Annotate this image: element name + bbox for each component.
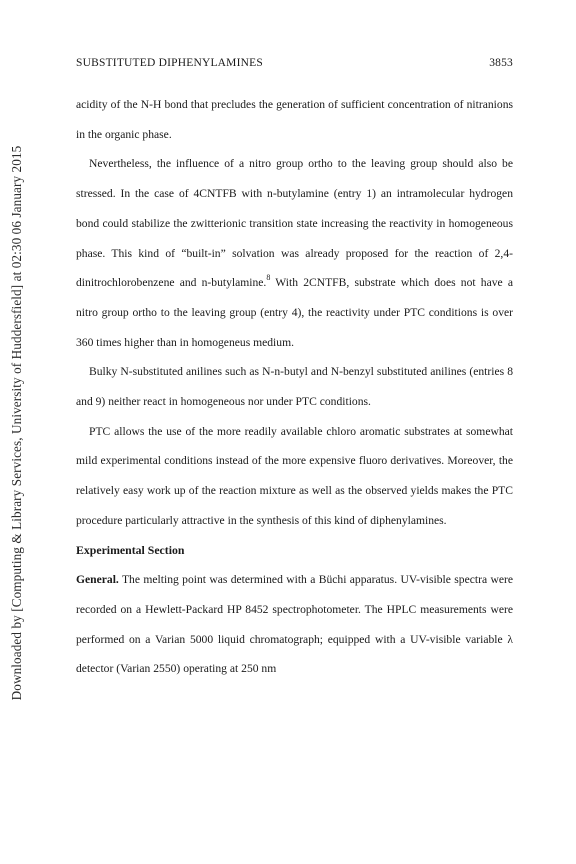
paragraph-4: PTC allows the use of the more readily available chloro aromatic substrates at somewhat mild experimental conditions instead of the more expensive fluoro derivatives. Moreover, the relatively easy work up of the reaction mixture as well as the observed yields makes the PTC procedure particularly attractive in the synthesis of this kind of diphenylamines. <box>76 424 513 527</box>
download-watermark-text: Downloaded by [Computing & Library Services, University of Huddersfield] at 02:30 06 January 2015 <box>9 145 24 700</box>
general-text: The melting point was determined with a Büchi apparatus. UV-visible spectra were recorded on a Hewlett-Packard HP 8452 spectrophotometer. The HPLC measurements were performed on a Varian 5000 liquid chromatograph; equipped with a UV-visible variable λ detector (Varian 2550) operating at 250 nm <box>76 573 513 676</box>
experimental-general-paragraph <box>76 565 513 684</box>
running-head <box>76 57 513 69</box>
paragraph-1: acidity of the N-H bond that precludes the generation of sufficient concentration of nitranions in the organic phase. <box>76 98 513 141</box>
page-number: 3853 <box>489 57 513 69</box>
body-text <box>76 90 513 684</box>
paragraph-2-part-a: Nevertheless, the influence of a nitro group ortho to the leaving group should also be stressed. In the case of 4CNTFB with n-butylamine (entry 1) an intramolecular hydrogen bond could stabilize the zwitterionic transition state increasing the reactivity in homogeneous phase. This kind of “built-in” solvation was already proposed for the reaction of 2,4-dinitrochlorobenzene and n-butylamine. <box>76 157 513 290</box>
running-head-title: SUBSTITUTED DIPHENYLAMINES <box>76 57 263 69</box>
general-label: General. <box>76 573 119 587</box>
paragraph-2-part-b: With 2CNTFB, substrate which does not have a nitro group ortho to the leaving group (entry 4), the reactivity under PTC conditions is over 360 times higher than in homogeneus medium. <box>76 276 513 349</box>
download-watermark <box>9 145 25 700</box>
section-heading: Experimental Section <box>76 542 185 557</box>
paragraph-3: Bulky N-substituted anilines such as N-n-butyl and N-benzyl substituted anilines (entries 8 and 9) neither react in homogeneous nor under PTC conditions. <box>76 365 513 409</box>
paragraph-2 <box>76 149 513 357</box>
reference-marker: 8 <box>266 273 271 283</box>
